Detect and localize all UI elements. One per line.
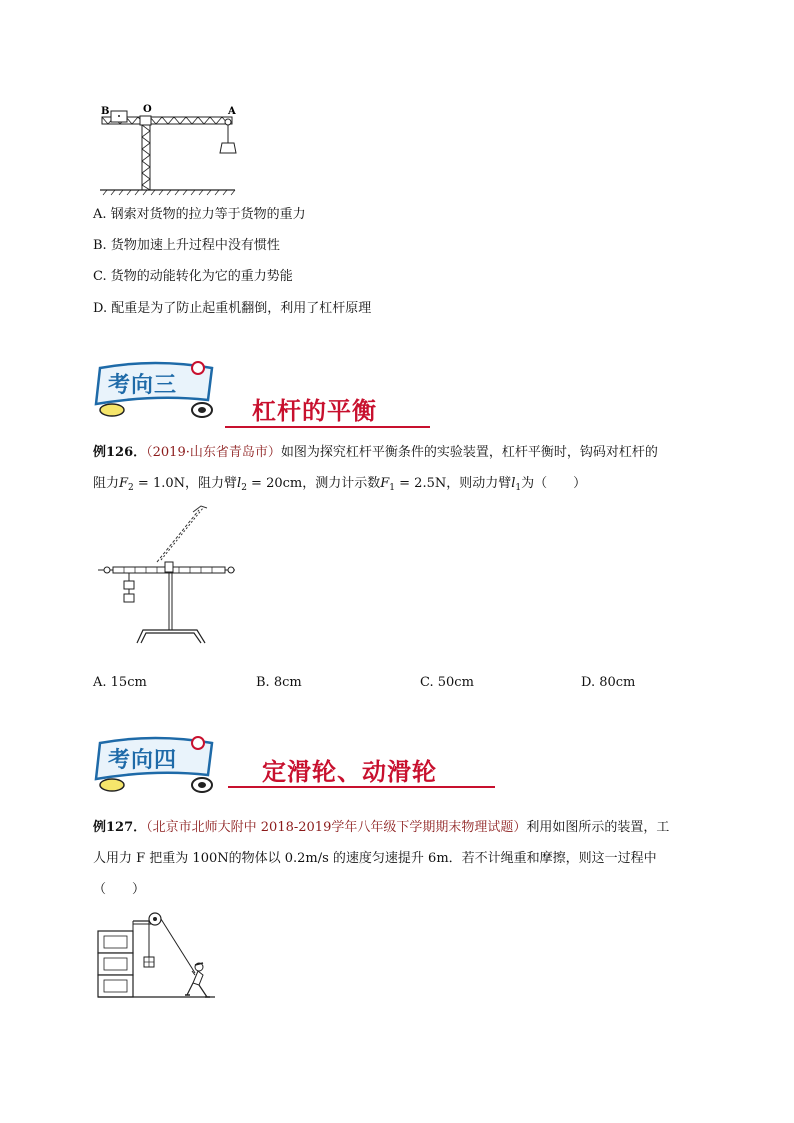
l2-value: = 20cm: [246, 476, 303, 491]
q126-text-d: ，则动力臂: [446, 476, 512, 491]
q126-line2: [93, 475, 586, 497]
section-underline-4: [228, 786, 495, 788]
q127-number: 例127．: [93, 820, 147, 835]
option-a: A. 钢索对货物的拉力等于货物的重力: [93, 207, 306, 222]
q126-option-a: A. 15cm: [93, 675, 147, 690]
q126-source: （2019·山东省青岛市）: [146, 445, 281, 460]
f2-value: = 1.0N: [133, 476, 185, 491]
option-c: C. 货物的动能转化为它的重力势能: [93, 269, 293, 284]
q126-text-e: 为（ ）: [521, 476, 587, 491]
q126-text-a: 阻力: [93, 476, 120, 491]
crane-figure: [95, 100, 245, 200]
label-a: A: [228, 106, 236, 117]
option-b: B. 货物加速上升过程中没有惯性: [93, 238, 280, 253]
q126-text-c: ，测力计示数: [302, 476, 381, 491]
q127-text1: 利用如图所示的装置，工: [526, 820, 670, 835]
option-d: D. 配重是为了防止起重机翻倒，利用了杠杆原理: [93, 301, 372, 316]
label-o: O: [143, 104, 152, 115]
f1-symbol: $F_1$: [380, 476, 396, 493]
q126-text1: 如图为探究杠杆平衡条件的实验装置，杠杆平衡时，钩码对杠杆的: [280, 445, 658, 460]
q127-line1: [93, 819, 669, 837]
q126-option-c: C. 50cm: [420, 675, 474, 690]
q126-number: 例126．: [93, 445, 147, 460]
pulley-figure: [95, 905, 225, 1005]
section-badge-3-text: 考向三: [108, 372, 178, 398]
label-b: B: [101, 106, 110, 117]
q126-option-d: D. 80cm: [581, 675, 636, 690]
l2-symbol: $l_2$: [237, 476, 247, 493]
l1-symbol: $l_1$: [511, 476, 522, 493]
lever-figure: [95, 498, 245, 648]
section-title-4: 定滑轮、动滑轮: [262, 757, 437, 786]
section-badge-4-text: 考向四: [108, 747, 178, 773]
section-underline-3: [225, 426, 430, 428]
f2-symbol: $F_2$: [119, 476, 134, 493]
q126-text-b: ，阻力臂: [185, 476, 238, 491]
q127-line2: 人用力 F 把重为 100N的物体以 0.2m/s 的速度匀速提升 6m．若不计绳重和摩擦，则这一过程中: [93, 851, 657, 866]
section-title-3: 杠杆的平衡: [252, 396, 377, 425]
f1-value: = 2.5N: [395, 476, 447, 491]
q127-line3: （ ）: [93, 882, 146, 897]
q127-source: （北京市北师大附中 2018-2019学年八年级下学期期末物理试题）: [146, 820, 527, 835]
q126-option-b: B. 8cm: [256, 675, 302, 690]
q126-line1: [93, 444, 658, 462]
